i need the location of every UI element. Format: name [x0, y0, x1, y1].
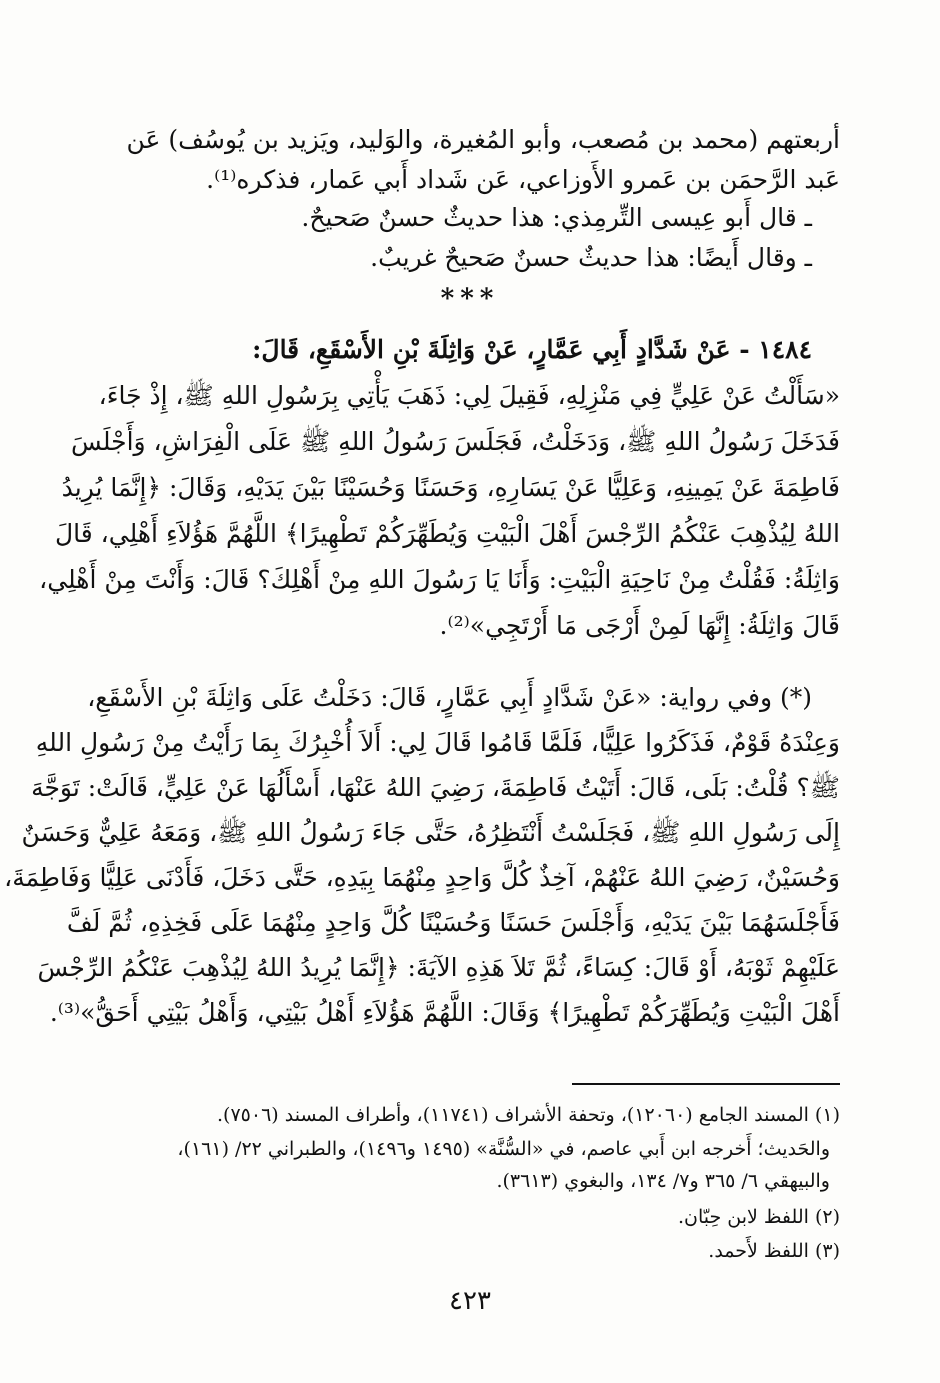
text-line: إِلَى رَسُولِ اللهِ ﷺ، فَجَلَسْتُ أَنْتَظِرُهُ، حَتَّى جَاءَ رَسُولُ اللهِ ﷺ، وَمَعَهُ عَلِيٌّ وَحَسَنٌ: [21, 818, 840, 847]
text-line: أربعتهم (محمد بن مُصعب، وأبو المُغيرة، والوَليد، ويَزيد بن يُوسُف) عَن: [126, 125, 840, 154]
text-line: ـ وقال أَيضًا: هذا حديثٌ حسنٌ صَحيحٌ غريبٌ.: [370, 243, 812, 272]
text-line: (*) وفي رواية: «عَنْ شَدَّادٍ أَبِي عَمَّارٍ، قَالَ: دَخَلْتُ عَلَى وَاثِلَةَ بْنِ الأَسْقَعِ،: [87, 683, 812, 712]
text-line: فَأَجْلَسَهُمَا بَيْنَ يَدَيْهِ، وَأَجْلَسَ حَسَنًا وَحُسَيْنًا كُلَّ وَاحِدٍ مِنْهُمَا عَلَى فَخِذِهِ، ثُمَّ لَفَّ: [66, 908, 840, 937]
footnote-3: (٣) اللفظ لأَحمد.: [708, 1240, 840, 1262]
footnote-1: (١) المسند الجامع (١٢٠٦٠)، وتحفة الأشراف (١١٧٤١)، وأطراف المسند (٧٥٠٦).: [217, 1104, 840, 1126]
text-line: وَحُسَيْنٌ، رَضِيَ اللهُ عَنْهُمْ، آخِذٌ كُلَّ وَاحِدٍ مِنْهُمَا بِيَدِهِ، حَتَّى دَخَلَ، فَأَدْنَى عَلِيًّا وَفَاطِمَةَ،: [4, 863, 840, 892]
text-line: ﷺ؟ قُلْتُ: بَلَى، قَالَ: أَتَيْتُ فَاطِمَةَ، رَضِيَ اللهُ عَنْهَا، أَسْأَلُهَا عَنْ عَلِيٍّ، قَالَتْ: تَوَجَّهَ: [31, 773, 840, 802]
text-line: وَعِنْدَهُ قَوْمٌ، فَذَكَرُوا عَلِيًّا، فَلَمَّا قَامُوا قَالَ لِي: أَلاَ أُخْبِرُكَ بِمَا رَأَيْتُ مِنْ رَسُولِ اللهِ: [35, 728, 840, 757]
footnote-divider: [572, 1083, 840, 1085]
text-line: وَاثِلَةُ: فَقُلْتُ مِنْ نَاحِيَةِ الْبَيْتِ: وَأَنَا يَا رَسُولَ اللهِ مِنْ أَهْلِكَ؟ قَالَ: وَأَنْتَ مِنْ أَهْلِي،: [39, 565, 840, 594]
text-line: قَالَ وَاثِلَةُ: إِنَّهَا لَمِنْ أَرْجَى مَا أَرْتَجِي»⁽²⁾.: [439, 611, 840, 640]
hadith-heading: ١٤٨٤ - عَنْ شَدَّادٍ أَبِي عَمَّارٍ، عَنْ وَاثِلَةَ بْنِ الأَسْقَعِ، قَالَ:: [252, 335, 812, 364]
page-number: ٤٢٣: [449, 1286, 491, 1316]
text-line: أَهْلَ الْبَيْتِ وَيُطَهِّرَكُمْ تَطْهِيرًا﴾ وَقَالَ: اللَّهُمَّ هَؤُلاَءِ أَهْلُ بَيْتِي، وَأَهْلُ بَيْتِي أَحَقُّ»⁽³⁾.: [49, 998, 840, 1027]
text-line: اللهُ لِيُذْهِبَ عَنْكُمُ الرِّجْسَ أَهْلَ الْبَيْتِ وَيُطَهِّرَكُمْ تَطْهِيرًا﴾ اللَّهُمَّ هَؤُلاَءِ أَهْلِي، قَالَ: [55, 519, 840, 548]
footnote-2: (٢) اللفظ لابن حِبّان.: [677, 1206, 840, 1228]
text-line: فَدَخَلَ رَسُولُ اللهِ ﷺ، وَدَخَلْتُ، فَجَلَسَ رَسُولُ اللهِ ﷺ عَلَى الْفِرَاشِ، وَأَجْلَسَ: [70, 427, 840, 456]
footnote-1-continued: والبيهقي ٦/ ٣٦٥ و٧/ ١٣٤، والبغوي (٣٦١٣).: [496, 1170, 830, 1192]
text-line: فَاطِمَةَ عَنْ يَمِينِهِ، وَعَلِيًّا عَنْ يَسَارِهِ، وَحَسَنًا وَحُسَيْنًا بَيْنَ يَدَيْهِ، وَقَالَ: ﴿إِنَّمَا يُرِيدُ: [61, 473, 840, 502]
section-separator: ***: [440, 284, 500, 314]
footnote-1-continued: والحَديث؛ أَخرجه ابن أَبي عاصم، في «السُّنَّة» (١٤٩٥ و١٤٩٦)، والطبراني ٢٢/ (١٦١)،: [177, 1138, 830, 1160]
text-line: ـ قال أَبو عِيسى التِّرمِذي: هذا حديثٌ حسنٌ صَحيحٌ.: [301, 203, 812, 232]
text-line: «سَأَلْتُ عَنْ عَلِيٍّ فِي مَنْزِلِهِ، فَقِيلَ لِي: ذَهَبَ يَأْتِي بِرَسُولِ اللهِ ﷺ، إِذْ جَاءَ،: [98, 381, 840, 410]
text-line: عَلَيْهِمْ ثَوْبَهُ، أَوْ قَالَ: كِسَاءً، ثُمَّ تَلاَ هَذِهِ الآيَةَ: ﴿إِنَّمَا يُرِيدُ اللهُ لِيُذْهِبَ عَنْكُمُ الرِّجْسَ: [37, 953, 840, 982]
text-line: عَبد الرَّحمَن بن عَمرو الأَوزاعي، عَن شَداد أَبي عَمار، فذكره⁽¹⁾.: [206, 165, 840, 194]
